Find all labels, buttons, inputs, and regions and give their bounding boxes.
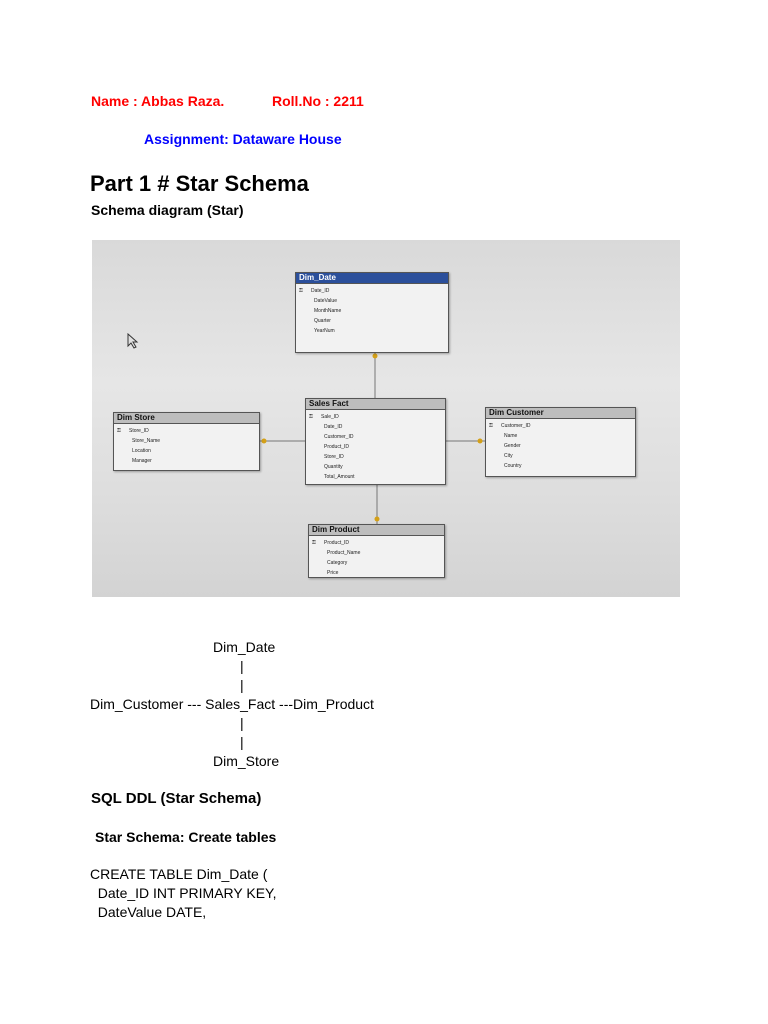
key-marker (373, 354, 378, 359)
sales-fact-title: Sales Fact (306, 399, 445, 410)
student-name: Name : Abbas Raza. (91, 93, 225, 109)
sql-heading: SQL DDL (Star Schema) (91, 790, 262, 807)
text-diagram-connector: | (240, 715, 244, 731)
text-diagram-connector: | (240, 677, 244, 693)
sales-fact-row: Date_ID (324, 424, 343, 430)
dim-product-title: Dim Product (309, 525, 444, 536)
assignment-title: Assignment: Dataware House (144, 131, 342, 147)
dim-store-row: Store_Name (132, 438, 161, 444)
dim-store-row: Location (132, 448, 151, 454)
text-diagram-bottom: Dim_Store (213, 753, 280, 769)
sql-subheading: Star Schema: Create tables (95, 829, 277, 845)
sales-fact-table (305, 398, 446, 485)
dim-product-row: Price (327, 570, 339, 576)
dim-store-table (113, 412, 260, 471)
sql-line: DateValue DATE, (90, 904, 207, 920)
sql-line: Date_ID INT PRIMARY KEY, (90, 885, 277, 901)
dim-date-row: DateValue (314, 298, 337, 304)
dim-customer-title: Dim Customer (486, 408, 635, 419)
dim-customer-row: Country (504, 463, 522, 469)
schema-photo (92, 240, 680, 597)
key-marker (262, 439, 267, 444)
sales-fact-row: Total_Amount (324, 474, 355, 480)
dim-customer-row: Gender (504, 443, 521, 449)
dim-date-row: Quarter (314, 318, 331, 324)
text-diagram-middle: Dim_Customer --- Sales_Fact ---Dim_Product (90, 696, 374, 712)
dim-date-title: Dim_Date (296, 273, 448, 284)
dim-customer-row: Customer_ID (501, 423, 531, 429)
roll-number: Roll.No : 2211 (272, 93, 364, 109)
sql-line: CREATE TABLE Dim_Date ( (90, 866, 268, 882)
text-diagram-top: Dim_Date (213, 639, 276, 655)
key-icon: ⚿ (117, 428, 121, 434)
key-marker (375, 517, 380, 522)
diagram-caption: Schema diagram (Star) (91, 202, 244, 218)
part-title: Part 1 # Star Schema (90, 171, 309, 196)
dim-date-row: YearNum (314, 328, 335, 334)
key-icon: ⚿ (489, 423, 493, 429)
key-icon: ⚿ (312, 540, 316, 546)
dim-store-row: Store_ID (129, 428, 149, 434)
mouse-cursor-icon (127, 333, 139, 354)
dim-store-title: Dim Store (114, 413, 259, 424)
text-diagram-connector: | (240, 734, 244, 750)
dim-customer-row: City (504, 453, 513, 459)
sales-fact-row: Store_ID (324, 454, 344, 460)
dim-customer-row: Name (504, 433, 518, 439)
key-marker (478, 439, 483, 444)
sales-fact-row: Product_ID (324, 444, 350, 450)
dim-product-row: Category (327, 560, 348, 566)
key-icon: ⚿ (299, 288, 303, 294)
sales-fact-row: Customer_ID (324, 434, 354, 440)
dim-product-table (308, 524, 445, 578)
dim-date-table (295, 272, 449, 353)
text-diagram-connector: | (240, 658, 244, 674)
key-icon: ⚿ (309, 414, 313, 420)
sales-fact-row: Sale_ID (321, 414, 339, 420)
dim-customer-table (485, 407, 636, 477)
dim-store-row: Manager (132, 458, 152, 464)
dim-date-row: Date_ID (311, 288, 330, 294)
sales-fact-row: Quantity (324, 464, 343, 470)
dim-product-row: Product_Name (327, 550, 361, 556)
dim-date-row: MonthName (314, 308, 342, 314)
dim-product-row: Product_ID (324, 540, 350, 546)
